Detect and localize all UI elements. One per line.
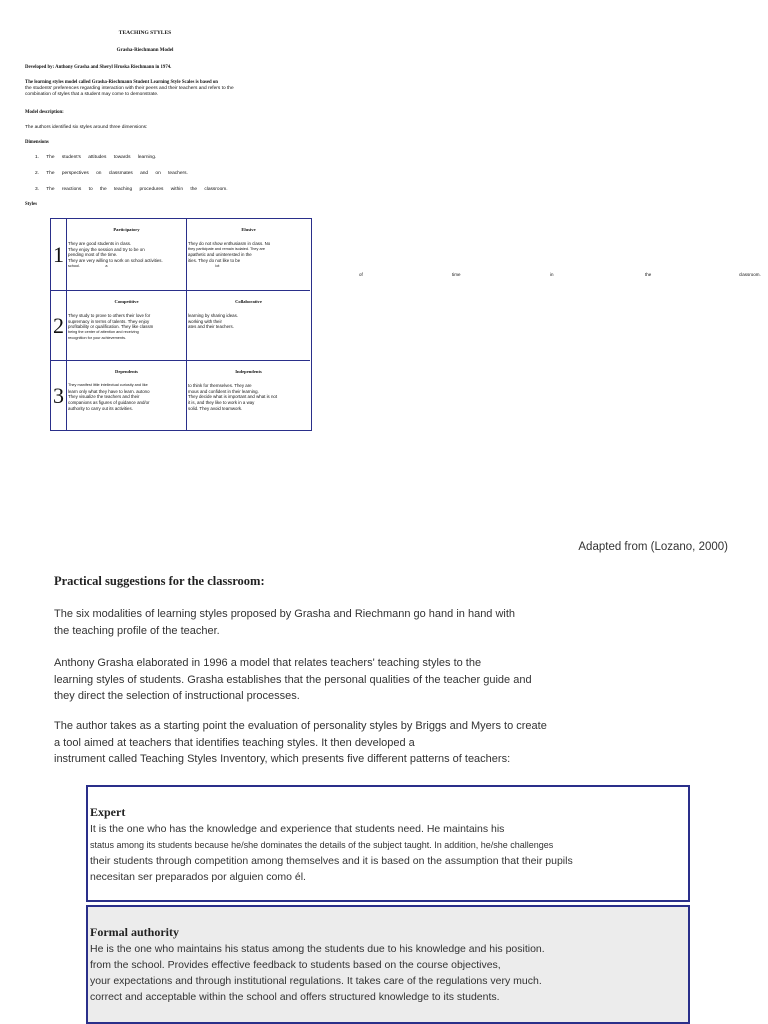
paragraph-line: they direct the selection of instructional processes. bbox=[54, 690, 300, 702]
style-text: recognition for your achievements. bbox=[68, 335, 127, 340]
row-number: 1 bbox=[51, 219, 67, 290]
style-text: being the center of attention and receiving bbox=[68, 330, 139, 335]
style-text: supremacy in terms of talents. They enjoy bbox=[68, 318, 150, 324]
styles-row bbox=[51, 291, 310, 361]
style-text: They enjoy the session and try to be on bbox=[68, 246, 145, 252]
style-text: profitability or qualification. They like classm bbox=[68, 324, 154, 330]
style-text: ates and their teachers. bbox=[188, 324, 234, 330]
style-heading: Collaborative bbox=[235, 299, 262, 304]
practical-suggestions-heading: Practical suggestions for the classroom: bbox=[54, 574, 265, 588]
practical-paragraph bbox=[54, 718, 694, 768]
style-cell-dependents bbox=[67, 361, 187, 431]
document-subtitle: Grasha-Riechmann Model bbox=[116, 48, 174, 53]
styles-heading: Styles bbox=[25, 202, 37, 207]
teacher-pattern-formal-authority bbox=[86, 905, 690, 1024]
model-description-heading: Model description: bbox=[25, 110, 64, 115]
style-heading: Independents bbox=[235, 369, 262, 374]
style-text: school. a bbox=[68, 263, 108, 268]
style-heading: Dependents bbox=[115, 369, 138, 374]
pattern-title: Expert bbox=[90, 805, 126, 819]
paragraph-line: a tool aimed at teachers that identifies teaching styles. It then developed a bbox=[54, 736, 415, 749]
pattern-line: status among its students because he/she dominates the details of the subject taught. In addition, he/she challenges bbox=[90, 840, 554, 850]
pattern-line: It is the one who has the knowledge and experience that students need. He maintains his bbox=[90, 823, 505, 835]
style-text: ities. They do not like to be bbox=[188, 258, 241, 264]
style-cell-elusive bbox=[187, 219, 310, 290]
style-text: working with their bbox=[188, 318, 222, 324]
dimensions-heading: Dimensions bbox=[25, 140, 49, 145]
paragraph-line: learning styles of students. Grasha establishes that the personal qualities of the teacher guide and bbox=[54, 673, 532, 686]
style-text: They do not show enthusiasm in class. No bbox=[188, 240, 271, 246]
style-text: They manifest little intellectual curiosity and like bbox=[68, 382, 148, 387]
style-heading: Competitive bbox=[114, 299, 139, 304]
style-heading: Elusive bbox=[241, 227, 256, 232]
paragraph-line: The six modalities of learning styles proposed by Grasha and Riechmann go hand in hand with bbox=[54, 608, 516, 620]
paragraph-line: instrument called Teaching Styles Inventory, which presents five different patterns of teachers: bbox=[54, 753, 511, 765]
dimension-item: 3. The reactions to the teaching procedures within the classroom. bbox=[35, 187, 228, 192]
style-text: authority to carry out its activities. bbox=[68, 405, 133, 411]
model-description-text: The authors identified six styles around three dimensions: bbox=[25, 125, 148, 130]
row-number: 2 bbox=[51, 291, 67, 360]
style-text: companions as figures of guidance and/or bbox=[68, 400, 150, 406]
style-text: to think for themselves. They are bbox=[188, 382, 252, 388]
style-text: They are very willing to work on school activities. bbox=[68, 258, 163, 264]
spread-word: time bbox=[452, 272, 461, 277]
pattern-line: their students through competition among themselves and it is based on the assumption that their pupils bbox=[90, 855, 573, 867]
teacher-pattern-expert bbox=[86, 785, 690, 902]
style-text: they participate and remain isolated. They are bbox=[188, 246, 265, 251]
styles-row bbox=[51, 219, 310, 291]
spread-word: classroom. bbox=[739, 272, 761, 277]
styles-table bbox=[50, 218, 312, 431]
style-text: it is, and they like to work in a way bbox=[188, 400, 255, 406]
pattern-line: necesitan ser preparados por alguien como él. bbox=[90, 871, 306, 883]
style-text: learning by sharing ideas. bbox=[188, 312, 239, 318]
style-text: lot bbox=[188, 263, 220, 268]
intro-paragraph bbox=[25, 80, 315, 98]
style-text: apathetic and uninterested in the bbox=[188, 252, 252, 258]
style-text: mous and confident in their learning. bbox=[188, 388, 259, 394]
intro-line: combination of styles that a student may come to demonstrate. bbox=[25, 92, 159, 97]
style-text: They decide what is important and what is not bbox=[188, 394, 278, 400]
style-text: learn only what they have to learn. autono bbox=[68, 388, 150, 394]
document-title: TEACHING STYLES bbox=[118, 30, 172, 36]
style-cell-competitive bbox=[67, 291, 187, 360]
intro-line: the students' preferences regarding interaction with their peers and their teachers and refers to the bbox=[25, 86, 234, 91]
row-number: 3 bbox=[51, 361, 67, 431]
style-cell-participatory bbox=[67, 219, 187, 290]
dimension-item: 1. The student's attitudes towards learning. bbox=[35, 155, 157, 160]
practical-paragraph bbox=[54, 606, 694, 639]
dimension-item: 2. The perspectives on classmates and on teachers. bbox=[35, 171, 188, 176]
adapted-from-citation: Adapted from (Lozano, 2000) bbox=[578, 541, 728, 553]
paragraph-line: Anthony Grasha elaborated in 1996 a model that relates teachers' teaching styles to the bbox=[54, 657, 482, 669]
style-text: solid. They avoid teamwork. bbox=[188, 405, 243, 411]
paragraph-line: the teaching profile of the teacher. bbox=[54, 624, 220, 637]
style-text: pending most of the time. bbox=[68, 252, 118, 258]
practical-paragraph bbox=[54, 655, 694, 705]
style-text: They study to prove to others their love for bbox=[68, 312, 151, 318]
pattern-title: Formal authority bbox=[90, 925, 179, 939]
style-heading: Participatory bbox=[113, 227, 140, 232]
paragraph-line: The author takes as a starting point the evaluation of personality styles by Briggs and Myers to create bbox=[54, 720, 547, 732]
style-text: They are good students in class. bbox=[68, 240, 132, 246]
spread-word: in bbox=[550, 272, 554, 277]
style-text: They visualize the teachers and their bbox=[68, 394, 140, 400]
pattern-line: He is the one who maintains his status among the students due to his knowledge and his position. bbox=[90, 943, 545, 955]
pattern-line: your expectations and through institutional regulations. It takes care of the regulations very much. bbox=[90, 975, 542, 987]
pattern-line: from the school. Provides effective feedback to students based on the course objectives, bbox=[90, 959, 501, 971]
styles-row bbox=[51, 361, 310, 431]
style-cell-independents bbox=[187, 361, 310, 431]
spread-word: of bbox=[359, 272, 363, 277]
spread-word: the bbox=[645, 272, 652, 277]
developed-by: Developed by: Anthony Grasha and Sheryl Hruska Riechmann in 1974. bbox=[25, 65, 172, 70]
pattern-line: correct and acceptable within the school and offers structured knowledge to its students. bbox=[90, 991, 500, 1003]
intro-line: The learning styles model called Grasha-Riechmann Student Learning Style Scales is based on bbox=[25, 80, 218, 85]
style-cell-collaborative bbox=[187, 291, 310, 360]
